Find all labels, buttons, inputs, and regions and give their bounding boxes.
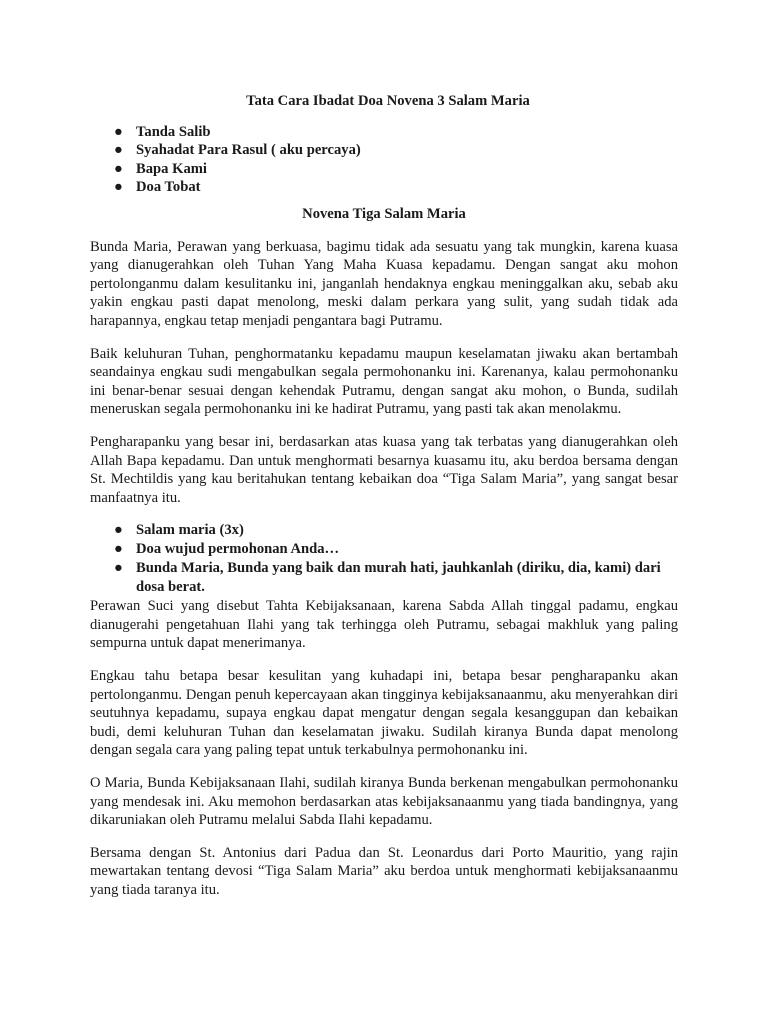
bullet-icon: ● xyxy=(114,522,123,539)
bullet-icon: ● xyxy=(114,142,123,159)
list-item: ● Tanda Salib xyxy=(114,123,211,140)
paragraph: Perawan Suci yang disebut Tahta Kebijaksanaan, karena Sabda Allah tinggal padamu, engkau dianugerahi pengetahuan Ilahi yang tak terhingga oleh Putramu, sebagai makhluk yang paling sempurna untuk dapat menerimanya. xyxy=(90,598,678,652)
bullet-icon: ● xyxy=(114,160,123,177)
bullet-icon: ● xyxy=(114,123,123,140)
section-subtitle: Novena Tiga Salam Maria xyxy=(302,205,466,222)
list-item: ● Doa Tobat xyxy=(114,179,201,196)
document-title: Tata Cara Ibadat Doa Novena 3 Salam Maria xyxy=(246,93,530,109)
paragraph: Bunda Maria, Perawan yang berkuasa, bagimu tidak ada sesuatu yang tak mungkin, karena kuasa yang dianugerahkan oleh Tuhan Yang Maha Kuasa kepadamu. Dengan sangat aku mohon pertolonganmu dalam kesulitanku ini, janganlah hendaknya engkau meninggalkan aku, sebab aku yakin engkau pasti dapat menolong, meski dalam perkara yang sulit, yang sudah tidak ada harapannya, engkau tetap menjadi pengantara bagi Putramu. xyxy=(90,238,678,329)
paragraph: O Maria, Bunda Kebijaksanaan Ilahi, sudilah kiranya Bunda berkenan mengabulkan permohonanku yang mendesak ini. Aku memohon berdasarkan atas kebijaksanaanmu yang tiada bandingnya, yang dikaruniakan oleh Putramu melalui Sabda Ilahi kepadamu. xyxy=(90,774,678,829)
list-item: ● Doa wujud permohonan Anda… xyxy=(114,541,340,558)
paragraph: Baik keluhuran Tuhan, penghormatanku kepadamu maupun keselamatan jiwaku akan bertambah seandainya engkau sudi mengabulkan segala permohonanku ini. Karenanya, kalau permohonanku ini benar-benar sesuai dengan kehendak Putramu, dengan sangat aku mohon, o Bunda, sudilah meneruskan segala permohonanku ini ke hadirat Putramu, yang pasti tak akan menolakmu. xyxy=(90,345,678,418)
paragraph: Pengharapanku yang besar ini, berdasarkan atas kuasa yang tak terbatas yang dianugerahkan oleh Allah Bapa kepadamu. Dan untuk menghormati besarnya kuasamu itu, aku berdoa bersama dengan St. Mechtildis yang kau beritahukan tentang kebaikan doa “Tiga Salam Maria”, yang sangat besar manfaatnya itu. xyxy=(90,433,678,506)
list-item: ● Syahadat Para Rasul ( aku percaya) xyxy=(114,142,361,159)
prayer-list xyxy=(90,521,678,596)
paragraph: Engkau tahu betapa besar kesulitan yang kuhadapi ini, betapa besar pengharapanku akan pertolonganmu. Dengan penuh kepercayaan akan tingginya kebijaksanaanmu, aku menyerahkan diri seutuhnya kepadamu, supaya engkau dapat mengatur dengan segala kesanggupan dan kebaikan budi, demi keluhuran Tuhan dan keselamatan jiwaku. Sudilah kiranya Bunda dapat menolong dengan segala cara yang paling tepat untuk terkabulnya permohonanku ini. xyxy=(90,667,678,759)
bullet-icon: ● xyxy=(114,560,123,577)
opening-list xyxy=(90,123,678,197)
list-item: ● Salam maria (3x) xyxy=(114,522,244,539)
paragraph: Bersama dengan St. Antonius dari Padua dan St. Leonardus dari Porto Mauritio, yang rajin mewartakan tentang devosi “Tiga Salam Maria” aku berdoa untuk menghormati kebijaksanaanmu yang tiada taranya itu. xyxy=(90,844,678,898)
document-page xyxy=(90,92,678,913)
bullet-icon: ● xyxy=(114,179,123,196)
list-item: ● Bapa Kami xyxy=(114,160,207,177)
list-item: ● Bunda Maria, Bunda yang baik dan murah hati, jauhkanlah (diriku, dia, kami) dari dosa berat. xyxy=(114,560,661,596)
bullet-icon: ● xyxy=(114,541,123,558)
